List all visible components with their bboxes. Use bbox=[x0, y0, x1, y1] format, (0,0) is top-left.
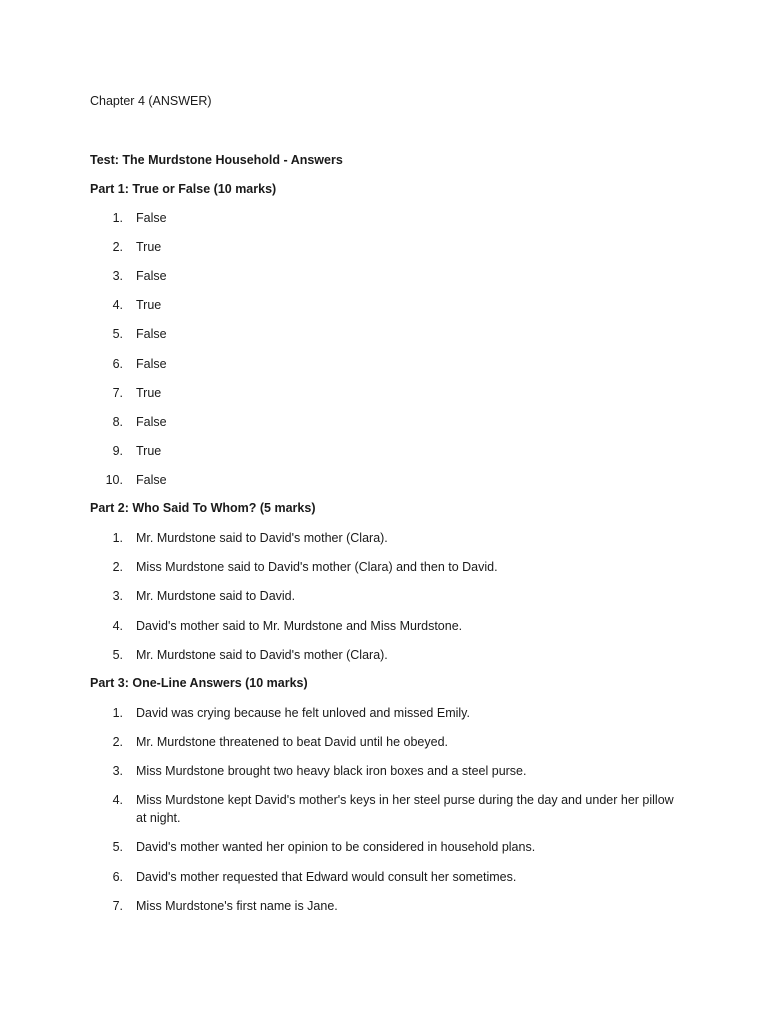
item-text: False bbox=[136, 269, 167, 283]
item-text: False bbox=[136, 473, 167, 487]
item-number: 10. bbox=[105, 473, 123, 487]
item-text: Mr. Murdstone threatened to beat David until he obeyed. bbox=[136, 735, 448, 749]
item-text: Miss Murdstone said to David's mother (Clara) and then to David. bbox=[136, 560, 498, 574]
item-text: True bbox=[136, 240, 162, 254]
item-text: David's mother wanted her opinion to be considered in household plans. bbox=[136, 840, 536, 854]
test-title: Test: The Murdstone Household - Answers bbox=[90, 153, 343, 167]
item-text: False bbox=[136, 415, 167, 429]
part2-heading: Part 2: Who Said To Whom? (5 marks) bbox=[90, 501, 316, 515]
item-number: 5. bbox=[112, 840, 123, 854]
item-text: Mr. Murdstone said to David's mother (Clara). bbox=[136, 648, 388, 662]
part3-heading: Part 3: One-Line Answers (10 marks) bbox=[90, 676, 308, 690]
item-text: Mr. Murdstone said to David's mother (Clara). bbox=[136, 531, 388, 545]
chapter-title: Chapter 4 (ANSWER) bbox=[90, 94, 212, 108]
item-text: Miss Murdstone kept David's mother's keys in her steel purse during the day and under her pillow at night. bbox=[136, 793, 674, 825]
item-text: True bbox=[136, 298, 162, 312]
item-text: False bbox=[136, 327, 167, 341]
item-number: 7. bbox=[112, 386, 123, 400]
item-text: David was crying because he felt unloved and missed Emily. bbox=[136, 706, 470, 720]
item-number: 1. bbox=[112, 531, 123, 545]
item-text: Miss Murdstone's first name is Jane. bbox=[136, 899, 338, 913]
item-number: 1. bbox=[112, 706, 123, 720]
item-number: 3. bbox=[112, 269, 123, 283]
item-number: 5. bbox=[112, 327, 123, 341]
item-text: True bbox=[136, 386, 162, 400]
item-number: 2. bbox=[112, 560, 123, 574]
item-text: False bbox=[136, 211, 167, 225]
item-number: 6. bbox=[112, 357, 123, 371]
item-number: 5. bbox=[112, 648, 123, 662]
item-number: 6. bbox=[112, 870, 123, 884]
item-number: 9. bbox=[112, 444, 123, 458]
item-number: 4. bbox=[112, 619, 123, 633]
item-text: False bbox=[136, 357, 167, 371]
item-number: 7. bbox=[112, 899, 123, 913]
item-number: 1. bbox=[112, 211, 123, 225]
item-text: Mr. Murdstone said to David. bbox=[136, 589, 296, 603]
item-number: 2. bbox=[112, 240, 123, 254]
item-text: David's mother said to Mr. Murdstone and Miss Murdstone. bbox=[136, 619, 463, 633]
item-number: 2. bbox=[112, 735, 123, 749]
item-text: David's mother requested that Edward would consult her sometimes. bbox=[136, 870, 517, 884]
item-text: Miss Murdstone brought two heavy black iron boxes and a steel purse. bbox=[136, 764, 527, 778]
item-number: 4. bbox=[112, 793, 123, 807]
item-number: 8. bbox=[112, 415, 123, 429]
part1-heading: Part 1: True or False (10 marks) bbox=[90, 182, 277, 196]
item-number: 3. bbox=[112, 764, 123, 778]
item-number: 4. bbox=[112, 298, 123, 312]
item-number: 3. bbox=[112, 589, 123, 603]
item-text: True bbox=[136, 444, 162, 458]
